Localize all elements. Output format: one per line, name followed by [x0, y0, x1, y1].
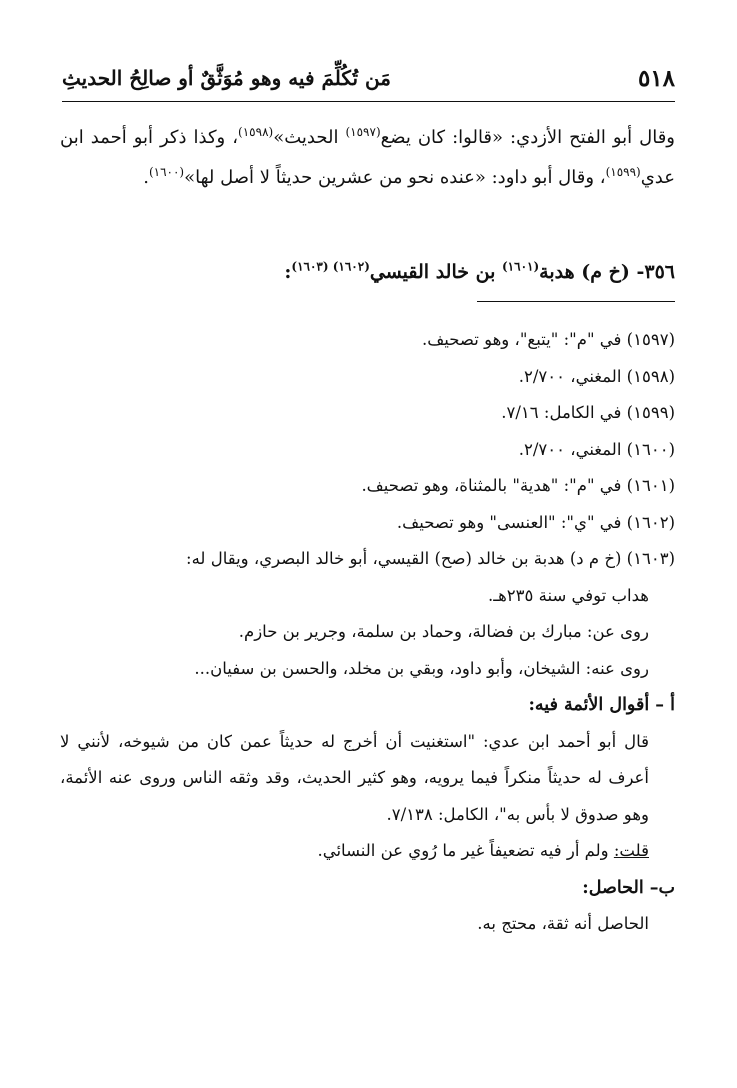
qultu-text: ولم أر فيه تضعيفاً غير ما رُوي عن النسائي.: [317, 841, 614, 860]
qultu-label: قلت:: [613, 841, 649, 860]
ibn-adi-quote: قال أبو أحمد ابن عدي: "استغنيت أن أخرج له حديثاً عمن كان من شيوخه، لأنني لا أعرف له حديثاً منكراً فيما يرويه، وهو كثير الحديث، وقد وثقه الناس وروى عنه الأئمة، وهو صدوق لا بأس به"، الكامل: ٧/١٣٨.: [60, 731, 649, 824]
footnote-1597: (١٥٩٧) في "م": "يتبع"، وهو تصحيف.: [421, 330, 675, 349]
entry-prefix: (خ م) هدبة: [539, 261, 630, 283]
main-paragraph: [60, 118, 675, 198]
entry-number: ٣٥٦-: [636, 261, 675, 283]
author-remark: [60, 833, 675, 870]
section-b-heading: ب– الحاصل:: [582, 877, 675, 898]
running-title: مَن تُكُلِّمَ فيه وهو مُوَثَّقٌ أو صالِحُ الحديثِ: [62, 66, 391, 90]
conclusion: الحاصل أنه ثقة، محتج به.: [477, 914, 649, 933]
footnote-1603-narrated-by: روى عنه: الشيخان، وأبو داود، وبقي بن مخلد، والحسن بن سفيان...: [194, 658, 649, 678]
footnote-1601: (١٦٠١) في "م": "هدية" بالمثناة، وهو تصحيف.: [361, 476, 675, 495]
footnotes: [60, 322, 675, 943]
section-a-heading: أ – أقوال الأئمة فيه:: [528, 695, 675, 715]
header-rule: [62, 101, 675, 102]
footnote-1600: (١٦٠٠) المغني، ٢/٧٠٠.: [518, 439, 675, 459]
text-run: .: [143, 167, 149, 188]
footnote-ref-1599: (١٥٩٩): [605, 165, 641, 179]
footnote-ref-1597: (١٥٩٧): [345, 125, 381, 139]
footnote-1603-intro: (١٦٠٣) (خ م د) هدبة بن خالد (صح) القيسي، أبو خالد البصري، ويقال له:: [186, 549, 675, 568]
footnote-ref-1602-1603: (١٦٠٢) (١٦٠٣): [291, 259, 370, 274]
entry-end: :: [284, 261, 292, 283]
page-number: ٥١٨: [637, 64, 675, 92]
entry-heading: [60, 252, 675, 292]
footnote-ref-1601: (١٦٠١): [501, 259, 540, 274]
footnote-separator: [477, 301, 675, 302]
footnote-1599: (١٥٩٩) في الكامل: ٧/١٦.: [501, 403, 675, 422]
footnote-1602: (١٦٠٢) في "ي": "العنسى" وهو تصحيف.: [396, 512, 675, 532]
footnote-1603-narrated-from: روى عن: مبارك بن فضالة، وحماد بن سلمة، وجرير بن حازم.: [238, 622, 649, 641]
text-run: الحديث»: [273, 127, 339, 148]
footnote-ref-1600: (١٦٠٠): [148, 165, 185, 179]
footnote-1598: (١٥٩٨) المغني، ٢/٧٠٠.: [518, 366, 675, 386]
text-run: ، وكذا ذكر أبو أحمد ابن عدي: [60, 127, 675, 188]
page-header: [62, 58, 675, 98]
footnote-1603-death: هداب توفي سنة ٢٣٥هـ.: [488, 585, 649, 605]
text-run: وقال أبو الفتح الأزدي: «قالوا: كان يضع: [380, 127, 675, 148]
main-text: [60, 118, 675, 198]
text-run: ، وقال أبو داود: «عنده نحو من عشرين حديثاً لا أصل لها»: [184, 167, 606, 188]
footnote-ref-1598: (١٥٩٨): [238, 125, 274, 139]
entry-name: بن خالد القيسي: [369, 261, 496, 283]
